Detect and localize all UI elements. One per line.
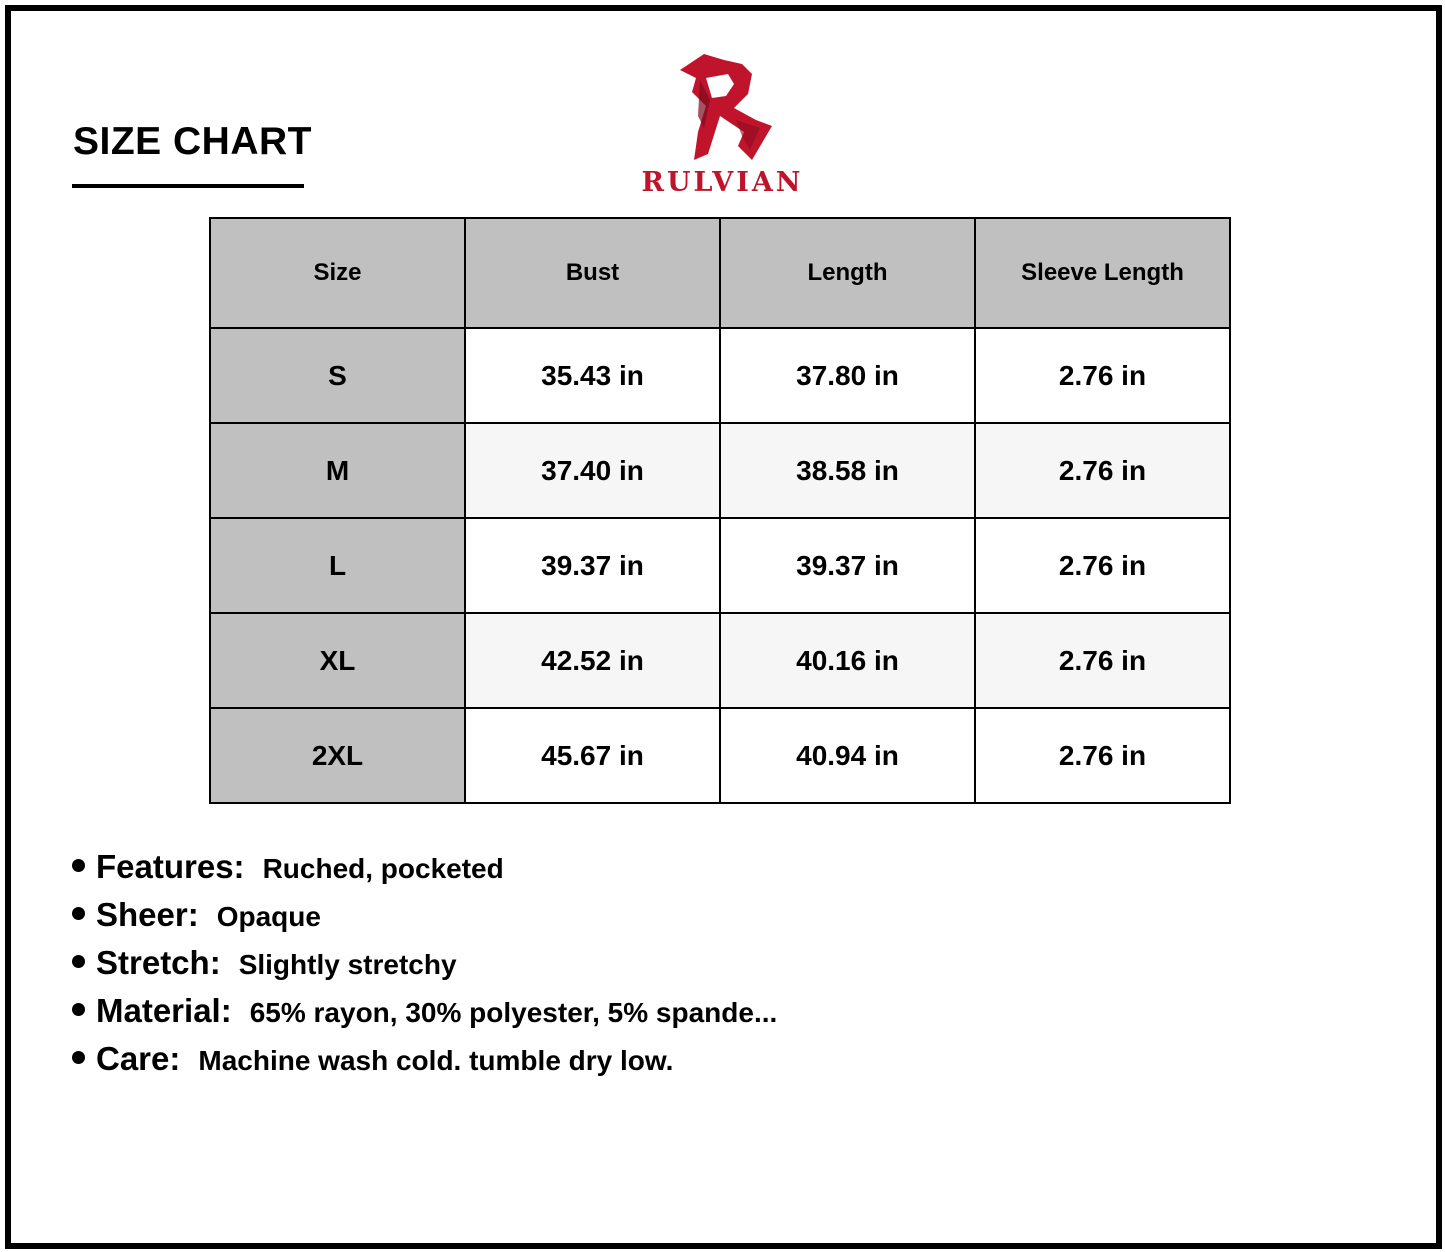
list-item — [72, 896, 777, 944]
bust-cell: 42.52 in — [465, 613, 720, 708]
sleeve-length-cell: 2.76 in — [975, 518, 1230, 613]
brand-name: RULVIAN — [641, 167, 804, 198]
table-row — [210, 613, 1230, 708]
feature-label: Features: — [96, 848, 245, 885]
size-cell: S — [210, 328, 465, 423]
list-item — [72, 848, 777, 896]
sleeve-length-cell: 2.76 in — [975, 708, 1230, 803]
table-row — [210, 423, 1230, 518]
column-header: Bust — [465, 218, 720, 328]
bust-cell: 45.67 in — [465, 708, 720, 803]
table-header-row — [210, 218, 1230, 328]
feature-value: Ruched, pocketed — [262, 853, 504, 884]
table-row — [210, 328, 1230, 423]
feature-label: Sheer: — [96, 896, 199, 933]
column-header: Length — [720, 218, 975, 328]
length-cell: 40.94 in — [720, 708, 975, 803]
rulvian-r-logo-icon — [676, 50, 776, 162]
size-cell: 2XL — [210, 708, 465, 803]
column-header: Sleeve Length — [975, 218, 1230, 328]
size-cell: XL — [210, 613, 465, 708]
table-row — [210, 708, 1230, 803]
feature-label: Care: — [96, 1040, 181, 1077]
length-cell: 39.37 in — [720, 518, 975, 613]
sleeve-length-cell: 2.76 in — [975, 423, 1230, 518]
size-table — [209, 217, 1231, 804]
bust-cell: 39.37 in — [465, 518, 720, 613]
feature-value: 65% rayon, 30% polyester, 5% spande... — [249, 997, 778, 1028]
feature-label: Stretch: — [96, 944, 221, 981]
length-cell: 40.16 in — [720, 613, 975, 708]
feature-list — [72, 848, 777, 1088]
feature-value: Slightly stretchy — [238, 949, 457, 980]
list-item — [72, 992, 777, 1040]
list-item — [72, 944, 777, 992]
page-title: SIZE CHART — [73, 120, 312, 163]
bullet-icon — [72, 907, 85, 920]
bullet-icon — [72, 1003, 85, 1016]
feature-value: Opaque — [216, 901, 321, 932]
sleeve-length-cell: 2.76 in — [975, 328, 1230, 423]
bullet-icon — [72, 859, 85, 872]
length-cell: 38.58 in — [720, 423, 975, 518]
bust-cell: 35.43 in — [465, 328, 720, 423]
size-cell: L — [210, 518, 465, 613]
feature-label: Material: — [96, 992, 232, 1029]
column-header: Size — [210, 218, 465, 328]
table-row — [210, 518, 1230, 613]
length-cell: 37.80 in — [720, 328, 975, 423]
bullet-icon — [72, 955, 85, 968]
list-item — [72, 1040, 777, 1088]
feature-value: Machine wash cold. tumble dry low. — [198, 1045, 674, 1076]
size-cell: M — [210, 423, 465, 518]
sleeve-length-cell: 2.76 in — [975, 613, 1230, 708]
title-underline — [72, 184, 304, 188]
bullet-icon — [72, 1051, 85, 1064]
bust-cell: 37.40 in — [465, 423, 720, 518]
brand-logo — [620, 50, 830, 200]
